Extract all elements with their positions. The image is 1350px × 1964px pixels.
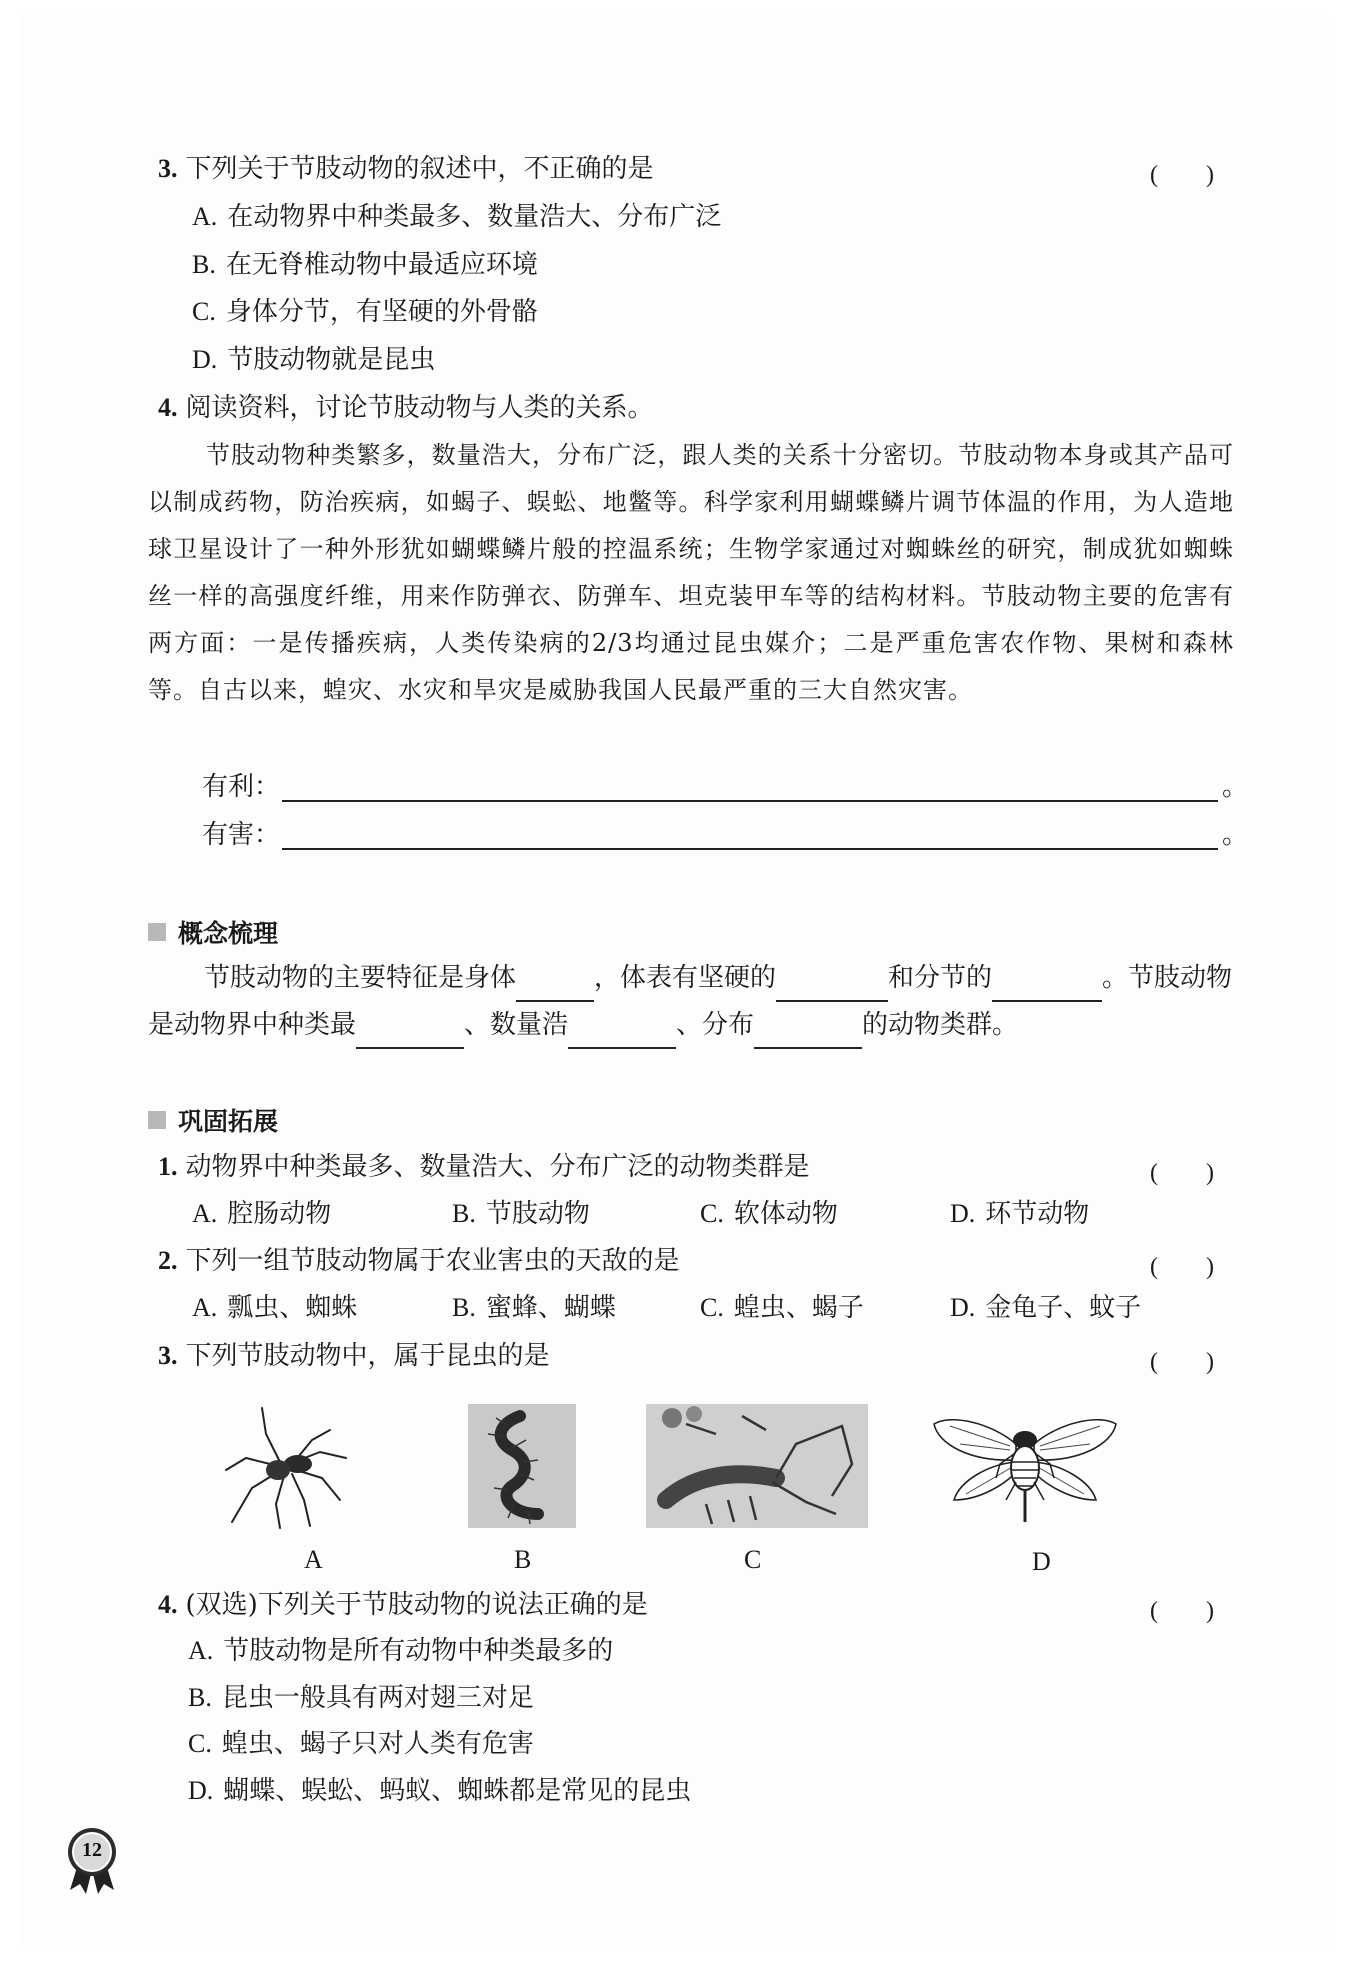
answer-bracket[interactable]: ( ) xyxy=(1150,1598,1214,1624)
answer-bracket[interactable]: ( ) xyxy=(1150,1349,1214,1375)
option-b: B. 蜜蜂、蝴蝶 xyxy=(452,1293,616,1323)
centipede-image xyxy=(468,1404,576,1528)
extension-question-1: 1. 动物界中种类最多、数量浩大、分布广泛的动物类群是 xyxy=(158,1152,810,1182)
image-caption: B xyxy=(514,1545,532,1574)
option-a: A. 腔肠动物 xyxy=(192,1199,332,1229)
answer-bracket[interactable]: ( ) xyxy=(1150,1160,1214,1186)
option-b: B. 在无脊椎动物中最适应环境 xyxy=(192,250,538,280)
page-number-badge xyxy=(64,1826,120,1896)
option-d: D. 蝴蝶、蜈蚣、蚂蚁、蜘蛛都是常见的昆虫 xyxy=(188,1776,692,1806)
benefit-answer-line[interactable] xyxy=(282,800,1218,802)
shrimp-image-frame xyxy=(646,1404,868,1528)
fill-blank[interactable] xyxy=(356,1023,464,1049)
option-d: D. 环节动物 xyxy=(950,1199,1090,1229)
section-heading-concept: 概念梳理 xyxy=(148,914,278,950)
option-c: C. 蝗虫、蝎子 xyxy=(700,1293,864,1323)
option-d: D. 节肢动物就是昆虫 xyxy=(192,345,436,375)
image-caption: A xyxy=(304,1545,323,1574)
section-square-icon xyxy=(148,1111,166,1129)
question-text: 下列关于节肢动物的叙述中，不正确的是 xyxy=(185,154,654,184)
answer-bracket[interactable]: ( ) xyxy=(1150,1254,1214,1280)
option-b: B. 昆虫一般具有两对翅三对足 xyxy=(188,1683,534,1713)
cicada-image xyxy=(930,1404,1120,1534)
question-text: 阅读资料，讨论节肢动物与人类的关系。 xyxy=(185,393,654,423)
option-c: C. 软体动物 xyxy=(700,1199,838,1229)
harm-label: 有害： xyxy=(202,820,281,850)
section-heading-extension: 巩固拓展 xyxy=(148,1102,278,1138)
centipede-image-frame xyxy=(468,1404,576,1528)
fill-blank[interactable] xyxy=(992,976,1102,1002)
option-b: B. 节肢动物 xyxy=(452,1199,590,1229)
option-d: D. 金龟子、蚊子 xyxy=(950,1293,1142,1323)
question-number: 4. xyxy=(158,393,178,422)
option-a: A. 瓢虫、蜘蛛 xyxy=(192,1293,358,1323)
fill-blank[interactable] xyxy=(516,976,594,1002)
image-caption: D xyxy=(1032,1547,1051,1576)
shrimp-image xyxy=(646,1404,868,1528)
fill-blank[interactable] xyxy=(776,976,888,1002)
end-mark: 。 xyxy=(1222,772,1249,802)
option-a: A. 节肢动物是所有动物中种类最多的 xyxy=(188,1636,614,1666)
option-c: C. 身体分节，有坚硬的外骨骼 xyxy=(192,297,538,327)
fill-blank[interactable] xyxy=(568,1023,676,1049)
harm-answer-line[interactable] xyxy=(282,848,1218,850)
extension-question-3: 3. 下列节肢动物中，属于昆虫的是 xyxy=(158,1341,550,1371)
image-caption: C xyxy=(744,1545,762,1574)
question-3 xyxy=(158,152,654,186)
benefit-label: 有利： xyxy=(202,772,281,802)
fill-blank[interactable] xyxy=(754,1023,862,1049)
answer-bracket[interactable]: ( ) xyxy=(1150,162,1214,188)
extension-question-2: 2. 下列一组节肢动物属于农业害虫的天敌的是 xyxy=(158,1246,680,1276)
spider-image xyxy=(222,1400,352,1530)
end-mark: 。 xyxy=(1222,820,1249,850)
option-a: A. 在动物界中种类最多、数量浩大、分布广泛 xyxy=(192,202,722,232)
option-c: C. 蝗虫、蝎子只对人类有危害 xyxy=(188,1729,534,1759)
extension-question-4: 4. (双选)下列关于节肢动物的说法正确的是 xyxy=(158,1590,648,1620)
question-4 xyxy=(158,391,654,425)
question-number: 3. xyxy=(158,154,178,183)
page-number: 12 xyxy=(82,1839,102,1861)
concept-summary: 节肢动物的主要特征是身体 ，体表有坚硬的 和分节的 。节肢动物是动物界中种类最 、数量浩 、分布 的动物类群。 xyxy=(148,955,1234,1049)
reading-passage: 节肢动物种类繁多，数量浩大，分布广泛，跟人类的关系十分密切。节肢动物本身或其产品可以制成药物，防治疾病，如蝎子、蜈蚣、地鳖等。科学家利用蝴蝶鳞片调节体温的作用，为人造地球卫星设计了一种外形犹如蝴蝶鳞片般的控温系统；生物学家通过对蜘蛛丝的研究，制成犹如蜘蛛丝一样的高强度纤维，用来作防弹衣、防弹车、坦克装甲车等的结构材料。节肢动物主要的危害有两方面：一是传播疾病，人类传染病的2/3均通过昆虫媒介；二是严重危害农作物、果树和森林等。自古以来，蝗灾、水灾和旱灾是威胁我国人民最严重的三大自然灾害。 xyxy=(148,441,1234,704)
section-square-icon xyxy=(148,923,166,941)
